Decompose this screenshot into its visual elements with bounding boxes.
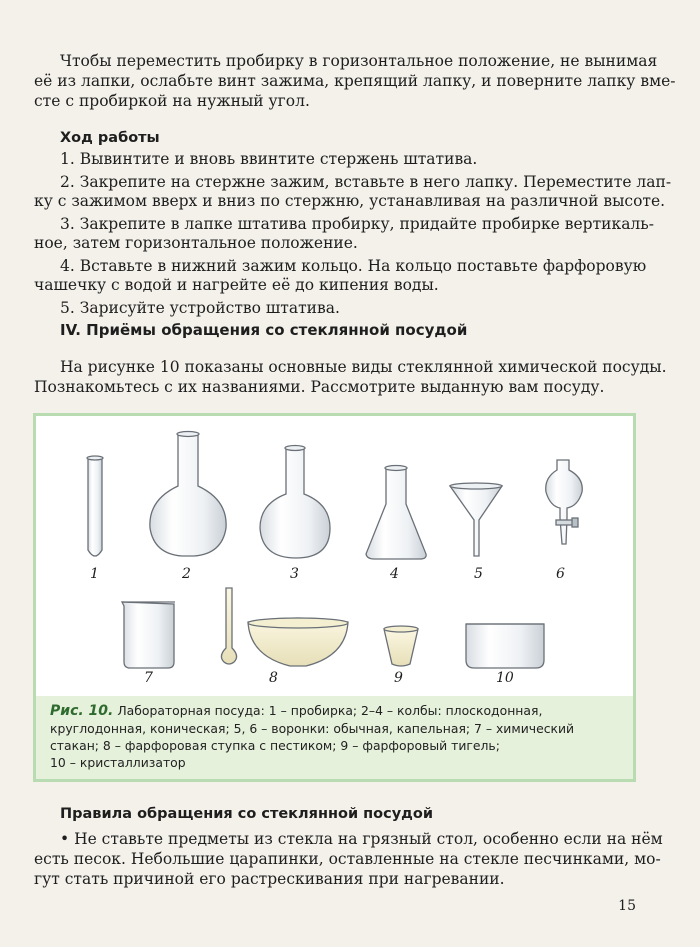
list-item: 5. Зарисуйте устройство штатива. xyxy=(60,298,340,317)
lab-glassware-illustration xyxy=(36,416,633,696)
figure-number: 2 xyxy=(182,566,191,582)
intro-line: её из лапки, ослабьте винт зажима, крепящий лапку, и поверните лапку вме- xyxy=(34,72,676,90)
beaker-icon xyxy=(122,602,174,668)
figure-label: Рис. 10. xyxy=(50,703,114,719)
rules-heading: Правила обращения со стеклянной посудой xyxy=(60,806,434,822)
intro-paragraph xyxy=(34,51,676,111)
figure-caption: Рис. 10. Лабораторная посуда: 1 – пробирка; 2–4 – колбы: плоскодонная, круглодонная, коническая; 5, 6 – воронки: обычная, капельная; 7 – химический стакан; 8 – фарфоровая ступка с пестиком; 9 – фарфоровый тигель; 10 – кристаллизатор xyxy=(36,696,633,779)
figure-number: 9 xyxy=(394,670,403,686)
figure-number: 10 xyxy=(496,670,514,686)
intro-line: сте с пробиркой на нужный угол. xyxy=(34,92,310,110)
figure-number: 1 xyxy=(90,566,99,582)
dropping-funnel-icon xyxy=(546,460,583,544)
test-tube-icon xyxy=(88,458,102,556)
round-bottom-flask-icon xyxy=(260,448,330,558)
figure-10 xyxy=(33,413,636,782)
crystallizer-icon xyxy=(466,624,544,668)
list-item: 3. Закрепите в лапке штатива пробирку, придайте пробирке вертикаль- ное, затем горизонтальное положение. xyxy=(34,214,654,252)
intro-line: Чтобы переместить пробирку в горизонтальное положение, не вынимая xyxy=(60,52,658,70)
figure-number: 4 xyxy=(390,566,399,582)
section-heading: IV. Приёмы обращения со стеклянной посудой xyxy=(60,321,468,339)
figure-number: 5 xyxy=(474,566,483,582)
list-item: 1. Вывинтите и вновь ввинтите стержень штатива. xyxy=(60,150,478,168)
figure-number: 7 xyxy=(144,670,153,686)
crucible-icon xyxy=(384,629,418,666)
figure-number: 3 xyxy=(290,566,299,582)
list-item: 4. Вставьте в нижний зажим кольцо. На кольцо поставьте фарфоровую чашечку с водой и нагрейте её до кипения воды. xyxy=(34,256,647,294)
page-number: 15 xyxy=(618,898,636,914)
rules-list xyxy=(34,829,663,889)
figure-number: 6 xyxy=(556,566,565,582)
list-item: • Не ставьте предметы из стекла на грязный стол, особенно если на нём есть песок. Небольшие царапинки, оставленные на стекле песчинками, мо- гут стать причиной его растрескивания при нагревании. xyxy=(34,830,663,888)
list-item: 2. Закрепите на стержне зажим, вставьте в него лапку. Переместите лап- ку с зажимом вверх и вниз по стержню, устанавливая на различной высоте. xyxy=(34,172,672,210)
funnel-icon xyxy=(450,486,502,556)
work-heading: Ход работы xyxy=(60,130,160,146)
work-steps xyxy=(34,150,672,318)
section-paragraph: На рисунке 10 показаны основные виды стеклянной химической посуды. Познакомьтесь с их названиями. Рассмотрите выданную вам посуду. xyxy=(34,358,667,396)
conical-flask-icon xyxy=(366,468,426,559)
figure-number: 8 xyxy=(269,670,278,686)
pestle-icon xyxy=(221,588,236,664)
flat-bottom-flask-icon xyxy=(150,434,226,556)
